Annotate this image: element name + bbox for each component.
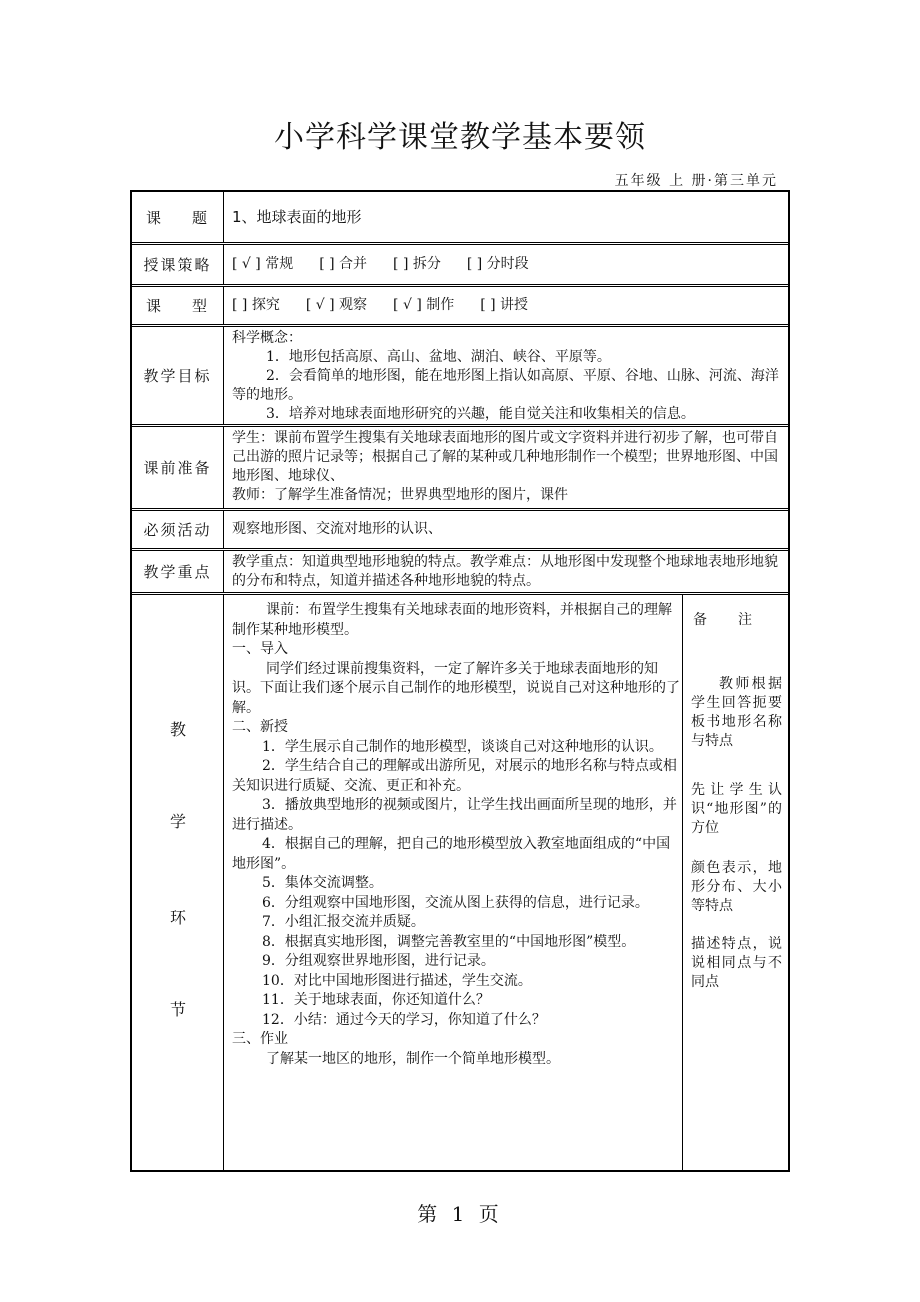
- topic-value: 1、地球表面的地形: [232, 207, 362, 226]
- process-step: 12．小结：通过今天的学习，你知道了什么？: [262, 1011, 546, 1028]
- note-item: 先让学生认识“地形图”的方位: [691, 782, 782, 836]
- lesson-type-label: 课 型: [132, 287, 224, 324]
- type-option-explore[interactable]: [ ] 探究: [232, 297, 280, 313]
- goals-label: 教学目标: [132, 327, 224, 424]
- process-step: 1．学生展示自己制作的地形模型，谈谈自己对这种地形的认识。: [262, 738, 663, 755]
- process-step: 5．集体交流调整。: [262, 875, 383, 891]
- process-label: 教 学 环 节: [132, 595, 224, 1172]
- strategy-label: 授课策略: [132, 245, 224, 284]
- prep-row: [132, 424, 788, 508]
- activity-value: 观察地形图、交流对地形的认识、: [232, 521, 442, 537]
- document-title: 小学科学课堂教学基本要领: [274, 120, 646, 155]
- note-item: 描述特点，说说相同点与不同点: [691, 936, 782, 990]
- prep-content: [232, 429, 782, 510]
- prep-teacher: 教师：了解学生准备情况；世界典型地形的图片，课件: [232, 487, 568, 503]
- process-step: 10．对比中国地形图进行描述，学生交流。: [262, 972, 532, 989]
- goal-item: 1．地形包括高原、高山、盆地、湖泊、峡谷、平原等。: [266, 349, 611, 365]
- goal-item: 3．培养对地球表面地形研究的兴趣，能自觉关注和收集相关的信息。: [266, 406, 695, 422]
- focus-row: [132, 548, 788, 592]
- strategy-option-split[interactable]: [ ] 拆分: [393, 256, 441, 272]
- activity-label: 必须活动: [132, 511, 224, 548]
- process-line: 同学们经过课前搜集资料，一定了解许多关于地球表面地形的知识。下面让我们逐个展示自己制作的地形模型，说说自己对这种地形的了解。: [232, 660, 680, 716]
- goals-content: [232, 329, 782, 426]
- strategy-row: [132, 242, 788, 284]
- lesson-type-options: [232, 287, 782, 324]
- notes-heading: 备 注: [693, 612, 752, 628]
- strategy-option-segmented[interactable]: [ ] 分时段: [466, 256, 529, 272]
- section-heading: 一、导入: [232, 641, 288, 657]
- type-option-observe[interactable]: [ √ ] 观察: [305, 297, 368, 313]
- process-line: 课前：布置学生搜集有关地球表面的地形资料，并根据自己的理解制作某种地形模型。: [232, 602, 672, 638]
- lesson-type-row: [132, 284, 788, 324]
- page-number: 第 1 页: [417, 1202, 503, 1226]
- focus-value: 教学重点：知道典型地形地貌的特点。教学难点：从地形图中发现整个地球地表地形地貌的分布和特点，知道并描述各种地形地貌的特点。: [232, 554, 778, 589]
- goals-heading: 科学概念：: [232, 330, 302, 346]
- activity-row: [132, 508, 788, 548]
- section-heading: 三、作业: [232, 1031, 288, 1047]
- goals-row: [132, 324, 788, 424]
- strategy-option-regular[interactable]: [ √ ] 常规: [232, 256, 294, 272]
- strategy-option-merge[interactable]: [ ] 合并: [319, 256, 368, 272]
- prep-label: 课前准备: [132, 427, 224, 508]
- topic-label: 课 题: [132, 192, 224, 242]
- process-step: 7．小组汇报交流并质疑。: [262, 914, 425, 930]
- process-step: 6．分组观察中国地形图，交流从图上获得的信息，进行记录。: [262, 894, 649, 911]
- focus-label: 教学重点: [132, 551, 224, 592]
- note-item: 颜色表示，地形分布、大小等特点: [691, 860, 782, 914]
- unit-subtitle: 五年级 上 册·第三单元: [614, 173, 778, 189]
- process-step: 4．根据自己的理解，把自己的地形模型放入教室地面组成的“中国地形图”。: [232, 836, 671, 872]
- lesson-plan-table: [130, 190, 790, 1172]
- strategy-options: [232, 245, 782, 284]
- process-content: [232, 601, 680, 1069]
- process-step: 3．播放典型地形的视频或图片，让学生找出画面所呈现的地形，并进行描述。: [232, 797, 677, 833]
- notes-column: [682, 595, 788, 1172]
- type-option-lecture[interactable]: [ ] 讲授: [480, 297, 529, 313]
- goal-item: 2．会看简单的地形图，能在地形图上指认如高原、平原、谷地、山脉、河流、海洋等的地形。: [232, 368, 779, 403]
- process-row: [132, 592, 788, 1172]
- process-step: 11．关于地球表面，你还知道什么？: [262, 992, 490, 1008]
- process-step: 8．根据真实地形图，调整完善教室里的“中国地形图”模型。: [262, 933, 636, 950]
- process-step: 9．分组观察世界地形图，进行记录。: [262, 953, 495, 969]
- note-item: 教师根据学生回答扼要板书地形名称与特点: [691, 676, 782, 749]
- topic-row: [132, 192, 788, 242]
- section-heading: 二、新授: [232, 719, 288, 735]
- process-step: 2．学生结合自己的理解或出游所见，对展示的地形名称与特点或相关知识进行质疑、交流、更正和补充。: [232, 758, 677, 794]
- process-line: 了解某一地区的地形，制作一个简单地形模型。: [266, 1050, 560, 1067]
- type-option-make[interactable]: [ √ ] 制作: [393, 297, 455, 313]
- prep-student: 学生：课前布置学生搜集有关地球表面地形的图片或文字资料并进行初步了解，也可带自己出游的照片记录等；根据自己了解的某种或几种地形制作一个模型；世界地形图、中国地形图、地球仪、: [232, 430, 778, 484]
